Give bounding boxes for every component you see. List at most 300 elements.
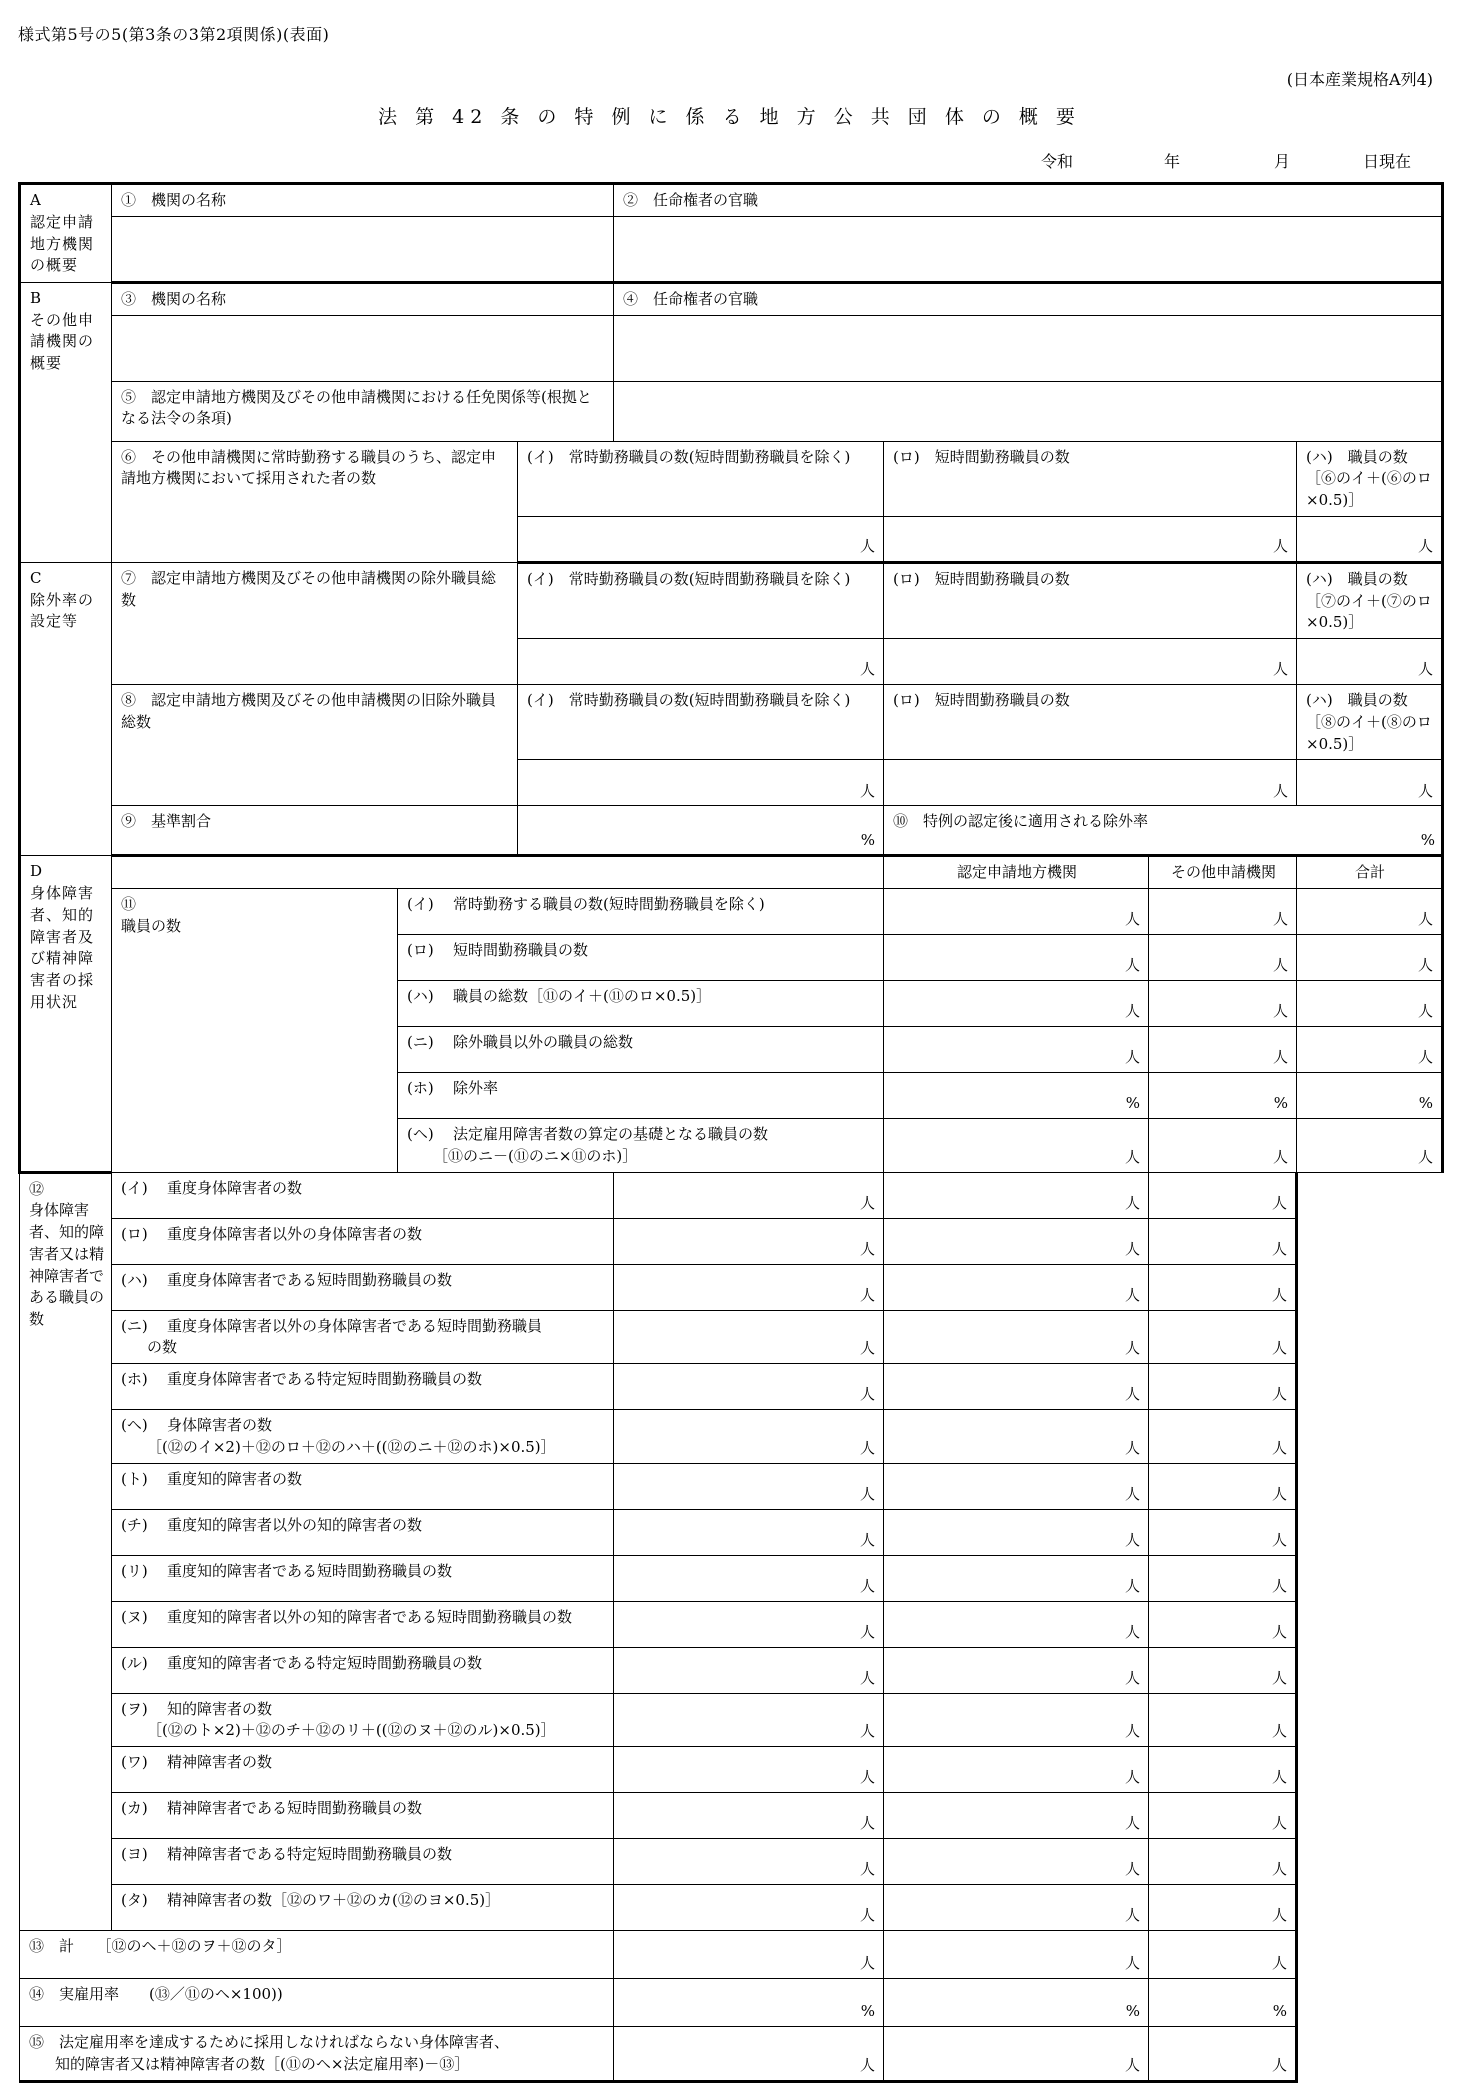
row-12-11 [20, 1647, 1443, 1693]
value-cell[interactable] [1149, 1885, 1297, 1931]
section-b-header-row [20, 282, 1443, 315]
value-cell[interactable] [1149, 935, 1297, 981]
date-era: 令和 [1040, 152, 1073, 171]
unit-label: 人 [1124, 1668, 1140, 1687]
unit-label: 人 [859, 1668, 875, 1687]
value-cell[interactable] [884, 2027, 1149, 2082]
row-label [398, 1073, 884, 1119]
row-label [112, 1218, 614, 1264]
row-label [398, 1119, 884, 1173]
unit-label: 人 [1271, 1722, 1287, 1741]
item-6-label: ⑥ その他申請機関に常時勤務する職員のうち、認定申請地方機関において採用された者の数 [112, 441, 518, 562]
value-cell[interactable] [1149, 889, 1297, 935]
value-cell[interactable] [1149, 981, 1297, 1027]
unit-label: 人 [1271, 1484, 1287, 1503]
unit-label: 人 [1418, 1048, 1434, 1067]
row-text: 常時勤務する職員の数(短時間勤務職員を除く) [453, 895, 765, 913]
row-label [112, 1264, 614, 1310]
row-12-10 [20, 1601, 1443, 1647]
value-cell[interactable] [1297, 889, 1443, 935]
row-label [112, 1555, 614, 1601]
row-label [398, 889, 884, 935]
unit-label: 人 [1272, 956, 1288, 975]
item-2-label: ② 任命権者の官職 [614, 184, 1443, 217]
item-7-i-label: (イ) 常時勤務職員の数(短時間勤務職員を除く) [518, 562, 884, 638]
kana-marker: (ニ) [407, 1033, 434, 1051]
unit-label: % [1273, 1094, 1288, 1113]
value-cell[interactable] [884, 889, 1149, 935]
unit-label: 人 [1124, 1954, 1140, 1973]
unit-label: 人 [1418, 956, 1434, 975]
value-cell[interactable] [884, 1509, 1149, 1555]
value-cell[interactable] [1149, 1601, 1297, 1647]
unit-label: % [1418, 1094, 1434, 1113]
item-2-input[interactable] [614, 216, 1443, 282]
section-d-title: 身体障害者、知的障害者及び精神障害者の採用状況 [30, 884, 95, 1011]
unit-label: 人 [859, 1385, 875, 1404]
item-3-input[interactable] [112, 315, 614, 381]
section-b-input-row [20, 315, 1443, 381]
value-cell[interactable] [884, 1172, 1149, 1218]
item-8-header-row [20, 685, 1443, 760]
column-header-1: その他申請機関 [1149, 856, 1297, 889]
value-cell[interactable] [1149, 1555, 1297, 1601]
item-6-i-input[interactable] [518, 516, 884, 562]
unit-label: 人 [1271, 1954, 1287, 1973]
value-cell[interactable] [884, 1979, 1149, 2027]
value-cell[interactable] [1149, 2027, 1297, 2082]
unit-label: 人 [1418, 1147, 1434, 1166]
kana-marker: (ハ) [407, 987, 434, 1005]
unit-label: 人 [859, 1622, 875, 1641]
value-cell[interactable] [1297, 1119, 1443, 1173]
row-label [398, 1027, 884, 1073]
value-cell[interactable] [614, 1839, 884, 1885]
row-label [112, 1839, 614, 1885]
kana-marker: (ヘ) [121, 1416, 148, 1434]
unit-people: 人 [1272, 781, 1288, 800]
value-cell[interactable] [1149, 1463, 1297, 1509]
value-cell[interactable] [614, 1509, 884, 1555]
row-12-12 [20, 1693, 1443, 1747]
kana-marker: (イ) [407, 895, 434, 913]
item-7-header-row [20, 562, 1443, 638]
row-text: 精神障害者の数 [167, 1753, 273, 1771]
value-cell[interactable] [614, 1979, 884, 2027]
item-4-label: ④ 任命権者の官職 [614, 282, 1443, 315]
section-d-column-header-row [20, 856, 1443, 889]
value-cell[interactable] [1149, 1119, 1297, 1173]
unit-label: 人 [1124, 1576, 1140, 1595]
value-cell[interactable] [614, 1601, 884, 1647]
section-c-label [20, 562, 112, 856]
value-cell[interactable] [614, 1647, 884, 1693]
item-3-label: ③ 機関の名称 [112, 282, 614, 315]
item-9-10-row [20, 806, 1443, 856]
value-cell[interactable] [884, 1839, 1149, 1885]
item-7-ro-input[interactable] [884, 639, 1297, 685]
item-1-input[interactable] [112, 216, 614, 282]
section-b-title: その他申請機関の概要 [30, 310, 95, 372]
row-15 [20, 2027, 1443, 2082]
item-8-ro-input[interactable] [884, 760, 1297, 806]
unit-label: 人 [1124, 1530, 1140, 1549]
kana-marker: (ホ) [407, 1079, 434, 1097]
unit-label: 人 [1272, 1147, 1288, 1166]
row-label [112, 1885, 614, 1931]
unit-people: 人 [1418, 660, 1434, 679]
kana-marker: (ハ) [121, 1270, 148, 1289]
unit-label: 人 [1124, 1339, 1140, 1358]
section-a-letter: A [30, 191, 42, 209]
row-formula: の数 [147, 1338, 178, 1357]
row-label [112, 1364, 614, 1410]
row-12-3 [20, 1264, 1443, 1310]
value-cell[interactable] [1149, 1647, 1297, 1693]
section-d-label [20, 856, 112, 1172]
unit-people: 人 [1418, 537, 1434, 555]
row-text: 精神障害者である短時間勤務職員の数 [167, 1799, 423, 1817]
unit-people: 人 [1272, 660, 1288, 679]
row-text: 重度身体障害者である短時間勤務職員の数 [167, 1270, 453, 1289]
item-4-input[interactable] [614, 315, 1443, 381]
row-text: 重度身体障害者以外の身体障害者の数 [167, 1224, 423, 1243]
item-6-ha-input[interactable] [1297, 516, 1443, 562]
unit-label: 人 [1124, 1622, 1140, 1641]
item-13-label: ⑬ 計 ［⑫のヘ＋⑫のヲ＋⑫のタ］ [20, 1931, 614, 1979]
unit-label: 人 [1271, 1193, 1287, 1212]
row-label [112, 1647, 614, 1693]
row-12-14 [20, 1793, 1443, 1839]
row-text: 短時間勤務職員の数 [453, 941, 589, 959]
unit-people: 人 [1418, 781, 1434, 800]
row-text: 精神障害者の数［⑫のワ＋⑫のカ(⑫のヨ×0.5)］ [167, 1891, 501, 1909]
value-cell[interactable] [884, 935, 1149, 981]
value-cell[interactable] [884, 1027, 1149, 1073]
group-11-number: ⑪ [121, 895, 137, 913]
kana-marker: (ロ) [407, 941, 434, 959]
unit-label: 人 [1124, 1239, 1140, 1258]
value-cell[interactable] [1149, 1931, 1297, 1979]
kana-marker: (ワ) [121, 1753, 148, 1771]
unit-label: 人 [1271, 1438, 1287, 1457]
item-14-label: ⑭ 実雇用率 (⑬／⑪のヘ×100)) [20, 1979, 614, 2027]
unit-label: 人 [1124, 1906, 1140, 1925]
item-6-ha-label: (ハ) 職員の数［⑥のイ＋(⑥のロ×0.5)］ [1297, 441, 1443, 516]
value-cell[interactable] [884, 1073, 1149, 1119]
row-12-16 [20, 1885, 1443, 1931]
group-12-label [20, 1172, 112, 1931]
date-line [18, 149, 1441, 172]
section-c-letter: C [30, 568, 43, 587]
group-11-text: 職員の数 [121, 916, 182, 935]
row-text: 重度知的障害者以外の知的障害者である短時間勤務職員の数 [167, 1607, 573, 1626]
unit-label: 人 [1271, 1860, 1287, 1879]
unit-label: 人 [1272, 1002, 1288, 1021]
unit-label: 人 [1271, 1530, 1287, 1549]
section-c-title: 除外率の設定等 [30, 590, 95, 631]
value-cell[interactable] [884, 1747, 1149, 1793]
unit-label: 人 [859, 1239, 875, 1258]
unit-label: 人 [859, 1906, 875, 1925]
row-text: 除外職員以外の職員の総数 [453, 1033, 634, 1051]
item-10-label: ⑩ 特例の認定後に適用される除外率 [884, 806, 1443, 856]
section-a-label [20, 184, 112, 283]
unit-label: 人 [1124, 1722, 1140, 1741]
row-12-5 [20, 1364, 1443, 1410]
item-8-i-label: (イ) 常時勤務職員の数(短時間勤務職員を除く) [518, 685, 884, 760]
unit-label: 人 [859, 1860, 875, 1879]
unit-people: 人 [859, 537, 875, 555]
value-cell[interactable] [884, 1693, 1149, 1747]
section-a-input-row [20, 216, 1443, 282]
item-15-line2: 知的障害者又は精神障害者の数［(⑪のヘ×法定雇用率)－⑬］ [55, 2054, 470, 2073]
unit-label: 人 [1271, 1622, 1287, 1641]
item-6-ro-input[interactable] [884, 516, 1297, 562]
unit-label: 人 [1271, 1385, 1287, 1404]
value-cell[interactable] [1149, 1410, 1297, 1464]
unit-label: 人 [1418, 910, 1434, 929]
kana-marker: (タ) [121, 1891, 148, 1909]
row-text: 精神障害者である特定短時間勤務職員の数 [167, 1845, 453, 1863]
jis-standard-note: (日本産業規格A列4) [1286, 70, 1433, 89]
kana-marker: (ヌ) [121, 1607, 148, 1626]
value-cell[interactable] [614, 1793, 884, 1839]
unit-percent: % [860, 830, 875, 849]
item-7-i-input[interactable] [518, 639, 884, 685]
value-cell[interactable] [614, 1218, 884, 1264]
row-label [112, 1463, 614, 1509]
unit-label: 人 [859, 2055, 875, 2074]
kana-marker: (ル) [121, 1653, 148, 1672]
row-label [112, 1410, 614, 1464]
row-label [112, 1793, 614, 1839]
item-15-label [20, 2027, 614, 2082]
unit-label: 人 [859, 1954, 875, 1973]
main-form-table [18, 182, 1444, 2083]
row-12-4 [20, 1310, 1443, 1364]
unit-label: 人 [859, 1768, 875, 1787]
kana-marker: (ヨ) [121, 1845, 148, 1863]
value-cell[interactable] [614, 1463, 884, 1509]
value-cell[interactable] [614, 1747, 884, 1793]
unit-label: 人 [859, 1438, 875, 1457]
unit-label: 人 [1271, 1906, 1287, 1925]
unit-label: 人 [1124, 1484, 1140, 1503]
value-cell[interactable] [884, 1793, 1149, 1839]
section-d-letter: D [30, 862, 44, 881]
value-cell[interactable] [1149, 1747, 1297, 1793]
row-12-9 [20, 1555, 1443, 1601]
row-12-7 [20, 1463, 1443, 1509]
item-7-ro-label: (ロ) 短時間勤務職員の数 [884, 562, 1297, 638]
item-5-label: ⑤ 認定申請地方機関及びその他申請機関における任免関係等(根拠となる法令の条項) [112, 381, 614, 441]
section-b-letter: B [30, 288, 43, 307]
value-cell[interactable] [1149, 1218, 1297, 1264]
kana-marker: (ト) [121, 1469, 148, 1488]
unit-label: 人 [859, 1339, 875, 1358]
unit-label: 人 [1271, 1285, 1287, 1304]
value-cell[interactable] [1149, 1793, 1297, 1839]
value-cell[interactable] [884, 1647, 1149, 1693]
value-cell[interactable] [884, 1555, 1149, 1601]
value-cell[interactable] [884, 1364, 1149, 1410]
item-8-ha-input[interactable] [1297, 760, 1443, 806]
value-cell[interactable] [614, 1931, 884, 1979]
item-15-line1: ⑮ 法定雇用率を達成するために採用しなければならない身体障害者、 [29, 2033, 510, 2051]
row-text: 職員の総数［⑪のイ＋(⑪のロ×0.5)］ [453, 987, 712, 1005]
value-cell[interactable] [884, 1463, 1149, 1509]
row-label [112, 1601, 614, 1647]
row-12-2 [20, 1218, 1443, 1264]
unit-label: 人 [859, 1530, 875, 1549]
row-text: 知的障害者の数 [167, 1699, 273, 1718]
item-8-i-input[interactable] [518, 760, 884, 806]
unit-people: 人 [859, 781, 875, 800]
row-label [112, 1172, 614, 1218]
value-cell[interactable] [884, 981, 1149, 1027]
value-cell[interactable] [884, 1264, 1149, 1310]
item-8-ro-label: (ロ) 短時間勤務職員の数 [884, 685, 1297, 760]
row-11-i [20, 889, 1443, 935]
group-12-rows [20, 1172, 1443, 1931]
row-12-1 [20, 1172, 1443, 1218]
kana-marker: (ニ) [121, 1316, 148, 1335]
group-12-number: ⑫ [29, 1179, 45, 1198]
unit-label: 人 [1271, 1768, 1287, 1787]
unit-label: % [1272, 2002, 1287, 2021]
value-cell[interactable] [884, 1310, 1149, 1364]
value-cell[interactable] [1149, 1509, 1297, 1555]
unit-label: 人 [1124, 1147, 1140, 1166]
row-text: 重度知的障害者である特定短時間勤務職員の数 [167, 1653, 483, 1672]
item-1-label: ① 機関の名称 [112, 184, 614, 217]
value-cell[interactable] [614, 1264, 884, 1310]
item-9-input[interactable] [518, 806, 884, 856]
kana-marker: (イ) [121, 1178, 148, 1197]
form-number: 様式第5号の5(第3条の3第2項関係)(表面) [18, 25, 330, 44]
unit-label: 人 [859, 1722, 875, 1741]
value-cell[interactable] [1297, 1027, 1443, 1073]
value-cell[interactable] [614, 1410, 884, 1464]
value-cell[interactable] [884, 1601, 1149, 1647]
unit-label: 人 [1124, 2055, 1140, 2074]
value-cell[interactable] [1149, 1364, 1297, 1410]
row-text: 法定雇用障害者数の算定の基礎となる職員の数 [453, 1125, 769, 1143]
unit-label: 人 [1271, 1668, 1287, 1687]
column-header-2: 合計 [1297, 856, 1443, 889]
value-cell[interactable] [614, 1555, 884, 1601]
row-text: 重度知的障害者の数 [167, 1469, 303, 1488]
unit-label: % [1125, 2002, 1140, 2021]
kana-marker: (ロ) [121, 1224, 148, 1243]
row-label [398, 935, 884, 981]
value-cell[interactable] [1149, 1979, 1297, 2027]
row-12-6 [20, 1410, 1443, 1464]
group-11-label [112, 889, 398, 1173]
value-cell[interactable] [614, 2027, 884, 2082]
value-cell[interactable] [884, 1119, 1149, 1173]
item-7-ha-input[interactable] [1297, 639, 1443, 685]
unit-label: 人 [1418, 1002, 1434, 1021]
unit-label: % [1125, 1094, 1140, 1113]
row-text: 除外率 [453, 1079, 499, 1097]
item-6-header-row [20, 441, 1443, 516]
row-formula: ［(⑫のト×2)＋⑫のチ＋⑫のリ＋((⑫のヌ＋⑫のル)×0.5)］ [147, 1721, 556, 1740]
value-cell[interactable] [1149, 1693, 1297, 1747]
value-cell[interactable] [614, 1172, 884, 1218]
unit-label: 人 [859, 1814, 875, 1833]
date-year: 年 [1163, 152, 1180, 171]
value-cell[interactable] [884, 1931, 1149, 1979]
kana-marker: (カ) [121, 1799, 148, 1817]
value-cell[interactable] [884, 1410, 1149, 1464]
row-formula: ［⑪のニ－(⑪のニ×⑪のホ)］ [433, 1146, 638, 1165]
value-cell[interactable] [614, 1310, 884, 1364]
value-cell[interactable] [1149, 1264, 1297, 1310]
row-text: 重度知的障害者である短時間勤務職員の数 [167, 1561, 453, 1580]
item-7-ha-label: (ハ) 職員の数［⑦のイ＋(⑦のロ×0.5)］ [1297, 562, 1443, 638]
value-cell[interactable] [614, 1693, 884, 1747]
unit-label: 人 [1124, 1438, 1140, 1457]
group-12-text: 身体障害者、知的障害者又は精神障害者である職員の数 [29, 1201, 105, 1328]
column-header-0: 認定申請地方機関 [884, 856, 1149, 889]
row-13 [20, 1931, 1443, 1979]
section-b-label [20, 282, 112, 562]
unit-label: 人 [1272, 1048, 1288, 1067]
unit-label: 人 [1124, 1860, 1140, 1879]
value-cell[interactable] [1297, 935, 1443, 981]
page-title: 法 第 42 条 の 特 例 に 係 る 地 方 公 共 団 体 の 概 要 [378, 106, 1081, 128]
unit-label: 人 [1124, 1002, 1140, 1021]
row-14 [20, 1979, 1443, 2027]
section-a-header-row [20, 184, 1443, 217]
value-cell[interactable] [614, 1885, 884, 1931]
unit-label: 人 [1124, 956, 1140, 975]
row-12-8 [20, 1509, 1443, 1555]
item-5-input[interactable] [614, 381, 1443, 441]
row-12-13 [20, 1747, 1443, 1793]
kana-marker: (ヘ) [407, 1125, 434, 1143]
value-cell[interactable] [1149, 1839, 1297, 1885]
unit-label: 人 [1271, 1339, 1287, 1358]
kana-marker: (ヲ) [121, 1699, 148, 1718]
item-6-i-label: (イ) 常時勤務職員の数(短時間勤務職員を除く) [518, 441, 884, 516]
row-formula: ［(⑫のイ×2)＋⑫のロ＋⑫のハ＋((⑫のニ＋⑫のホ)×0.5)］ [147, 1437, 556, 1456]
item-8-label: ⑧ 認定申請地方機関及びその他申請機関の旧除外職員総数 [112, 685, 518, 806]
row-label [112, 1693, 614, 1747]
kana-marker: (ホ) [121, 1370, 148, 1388]
value-cell[interactable] [1297, 1073, 1443, 1119]
value-cell[interactable] [1149, 1310, 1297, 1364]
value-cell[interactable] [1149, 1073, 1297, 1119]
value-cell[interactable] [1149, 1172, 1297, 1218]
unit-label: 人 [1271, 1576, 1287, 1595]
item-7-label: ⑦ 認定申請地方機関及びその他申請機関の除外職員総数 [112, 562, 518, 684]
value-cell[interactable] [614, 1364, 884, 1410]
unit-label: 人 [1271, 1814, 1287, 1833]
unit-people: 人 [859, 660, 875, 679]
unit-label: 人 [1272, 910, 1288, 929]
unit-label: 人 [1124, 1385, 1140, 1404]
unit-label: 人 [859, 1484, 875, 1503]
value-cell[interactable] [1149, 1027, 1297, 1073]
value-cell[interactable] [884, 1218, 1149, 1264]
value-cell[interactable] [1297, 981, 1443, 1027]
value-cell[interactable] [884, 1885, 1149, 1931]
unit-label: 人 [859, 1576, 875, 1595]
row-text: 重度身体障害者である特定短時間勤務職員の数 [167, 1370, 483, 1388]
